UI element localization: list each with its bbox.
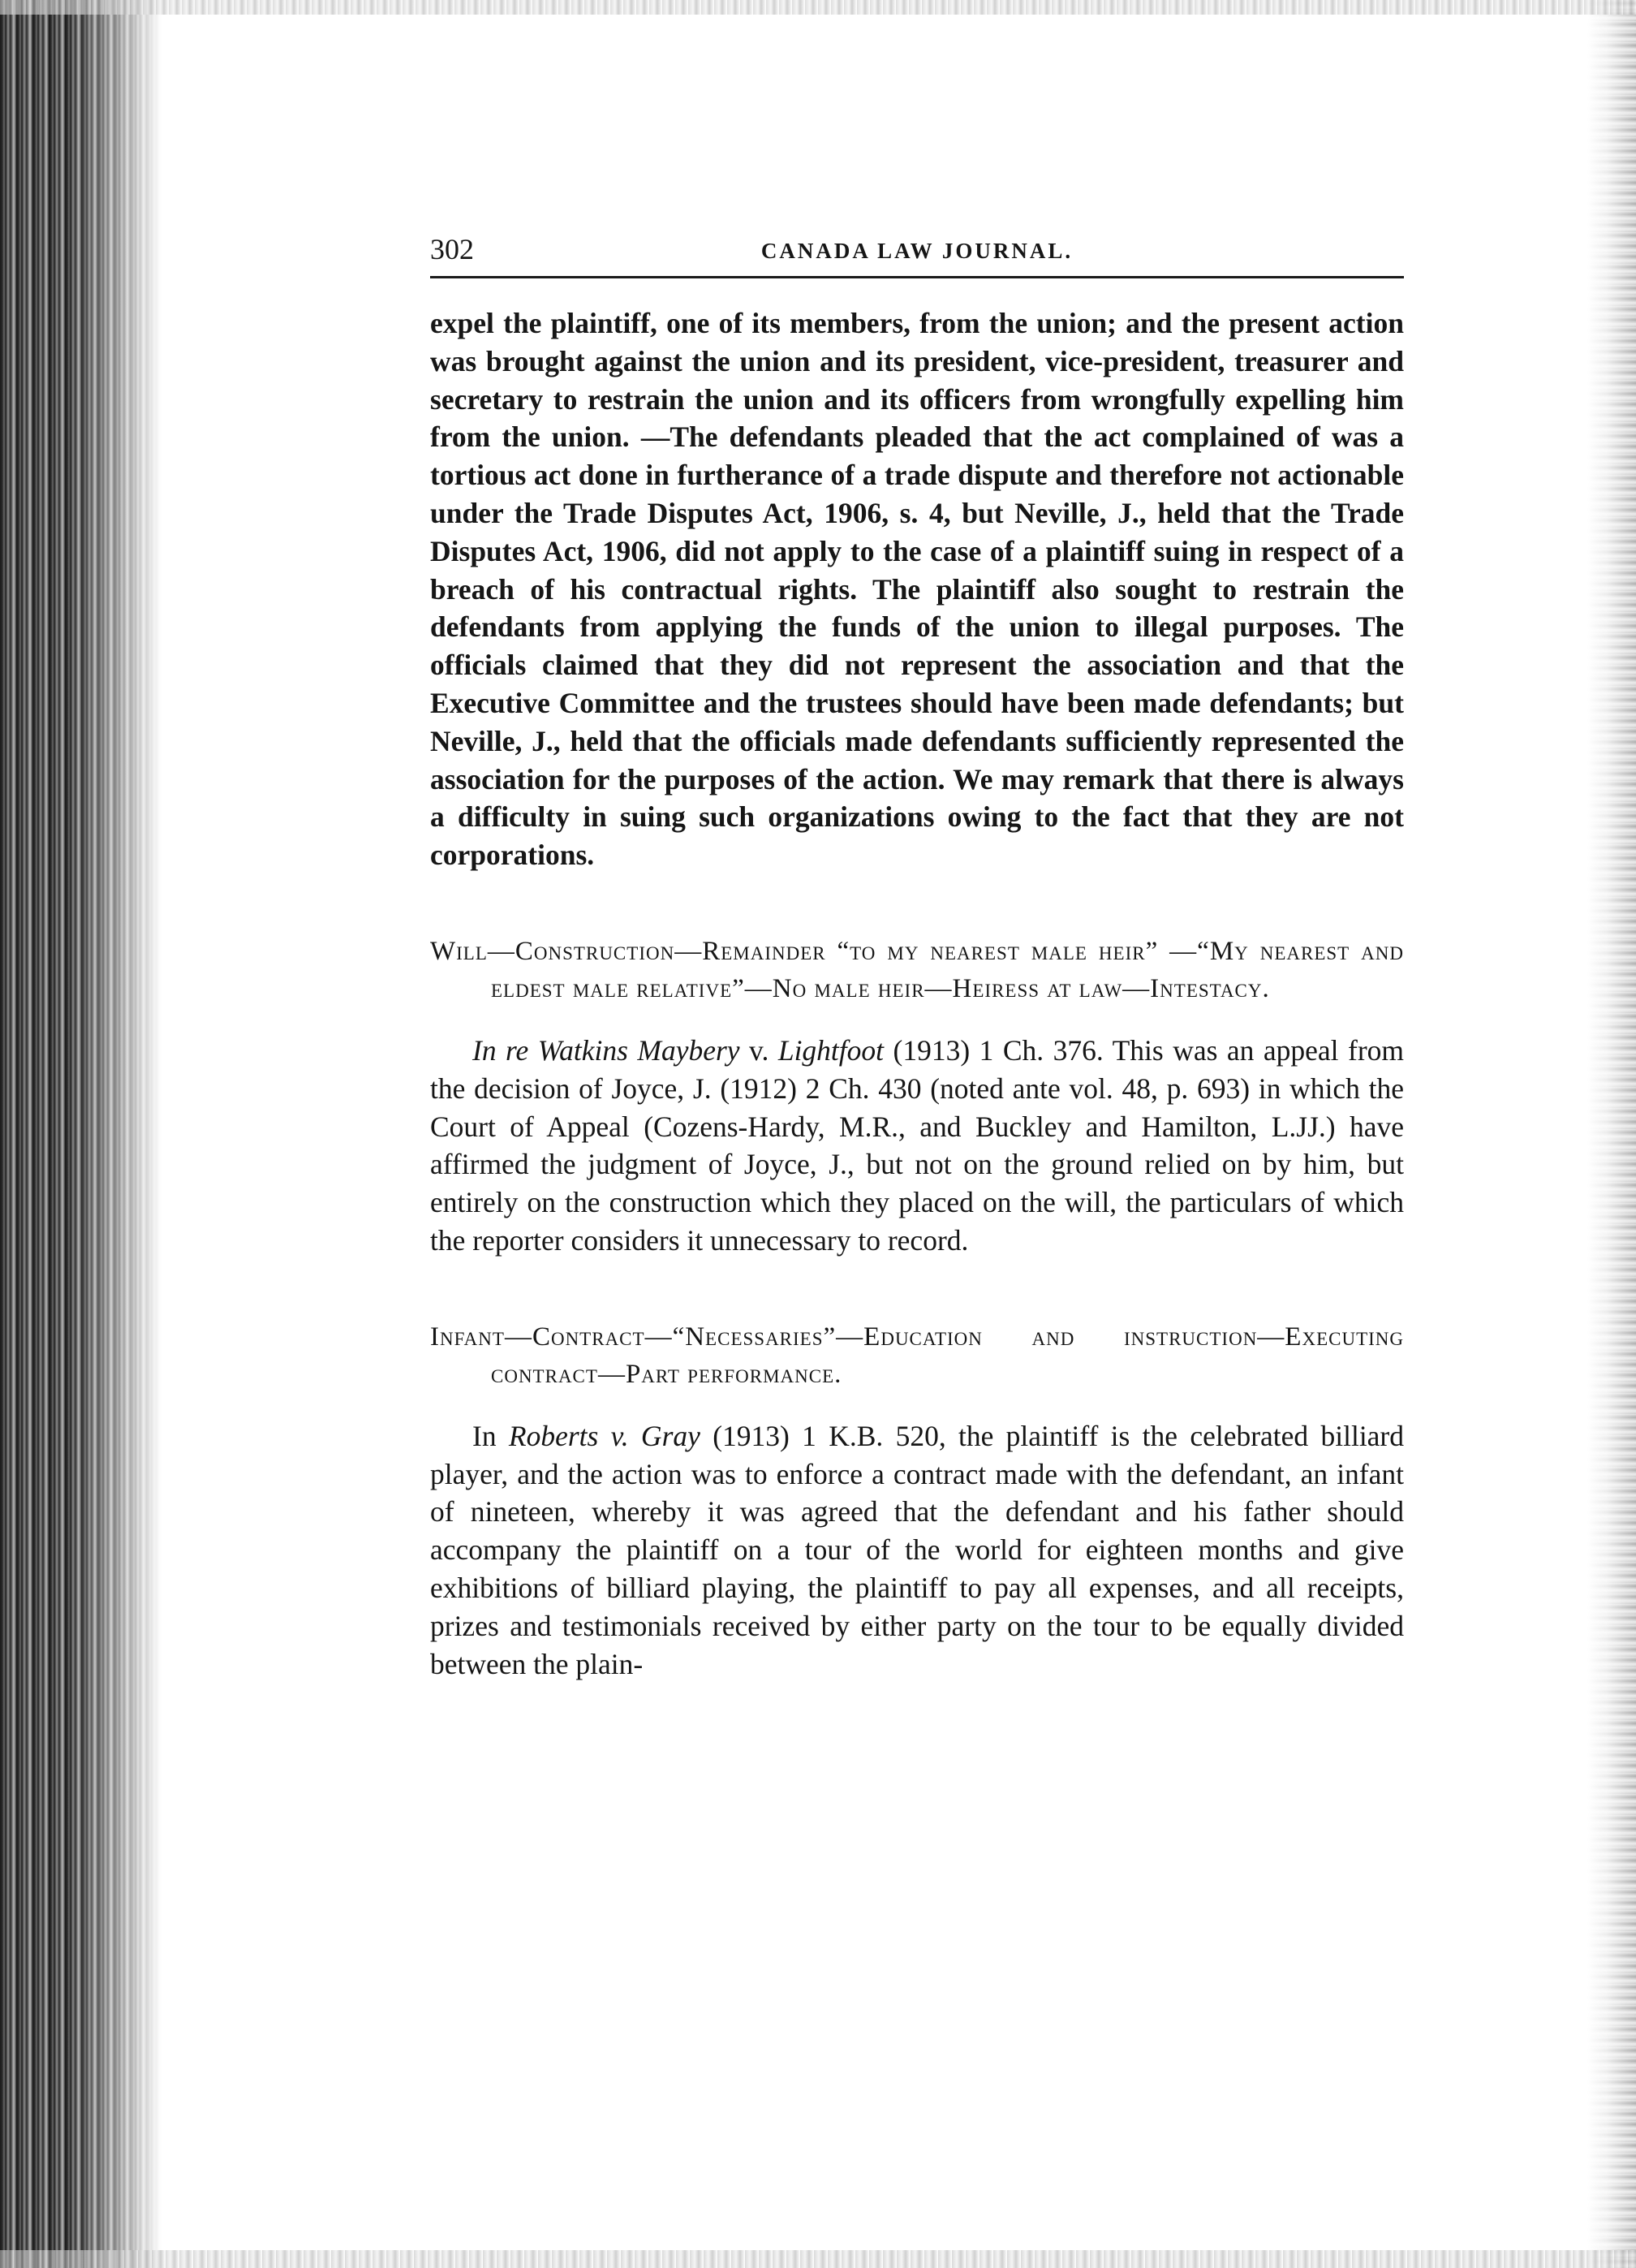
paragraph-continued: expel the plaintiff, one of its members, from the union; and the present action was brought against the union and its president, vice-president, treasurer and secretary to restrain the union and its officers from wrongfully expelling him from the union. —The defendants pleaded that the act complained of was a tortious act done in furtherance of a trade dispute and therefore not actionable under the Trade Disputes Act, 1906, s. 4, but Neville, J., held that the Trade Disputes Act, 1906, did not apply to the case of a plaintiff suing in respect of a breach of his contractual rights. The plaintiff also sought to restrain the defendants from applying the funds of the union to illegal purposes. The officials claimed that they did not represent the association and that the Executive Committee and the trustees should have been made defendants; but Neville, J., held that the officials made defendants sufficiently represented the association for the purposes of the action. We may remark that there is always a difficulty in suing such organizations owing to the fact that they are not corporations. xyxy=(430,307,1404,872)
page-content xyxy=(430,227,1404,1683)
right-page-edge xyxy=(1587,0,1636,2268)
section-heading-will: Will—Construction—Remainder “to my nearest male heir” —“My nearest and eldest male relative”—No male heir—Heiress at law—Intestacy. xyxy=(430,936,1404,1003)
section-spacer xyxy=(430,874,1404,933)
versus-text: v. xyxy=(739,1033,778,1067)
top-page-edge xyxy=(0,0,1636,15)
heading-spacer xyxy=(430,1393,1404,1417)
running-head xyxy=(430,227,1404,278)
paragraph-watkins xyxy=(430,1032,1404,1260)
paragraph-roberts xyxy=(430,1417,1404,1684)
case-name-watkins: In re Watkins Maybery xyxy=(472,1033,740,1067)
section-heading-infant: Infant—Contract—“Necessaries”—Education and instruction—Executing contract—Part performance. xyxy=(430,1322,1404,1389)
paragraph-roberts-lead: In xyxy=(472,1419,509,1452)
section-spacer xyxy=(430,1260,1404,1318)
binding-edge xyxy=(0,0,162,2268)
journal-title: CANADA LAW JOURNAL. xyxy=(760,239,1074,263)
paragraph-watkins-body: (1913) 1 Ch. 376. This was an appeal from the decision of Joyce, J. (1912) 2 Ch. 430 (noted ante vol. 48, p. 693) in which the Court of Appeal (Cozens-Hardy, M.R., and Buckley and Hamilton, L.JJ.) have affirmed the judgment of Joyce, J., but not on the ground relied on by him, but entirely on the construction which they placed on the will, the particulars of which the reporter considers it unnecessary to record. xyxy=(430,1033,1404,1257)
page-number: 302 xyxy=(430,233,474,265)
bottom-page-edge xyxy=(0,2250,1636,2268)
paragraph-roberts-body: (1913) 1 K.B. 520, the plaintiff is the celebrated billiard player, and the action was to enforce a contract made with the defendant, an infant of nineteen, whereby it was agreed that the defendant and his father should accompany the plaintiff on a tour of the world for eighteen months and give exhibitions of billiard playing, the plaintiff to pay all expenses, and all receipts, prizes and testimonials received by either party on the tour to be equally divided between the plain- xyxy=(430,1419,1405,1680)
heading-spacer xyxy=(430,1007,1404,1032)
case-name-roberts: Roberts v. Gray xyxy=(508,1419,700,1452)
case-party-lightfoot: Lightfoot xyxy=(777,1033,885,1067)
